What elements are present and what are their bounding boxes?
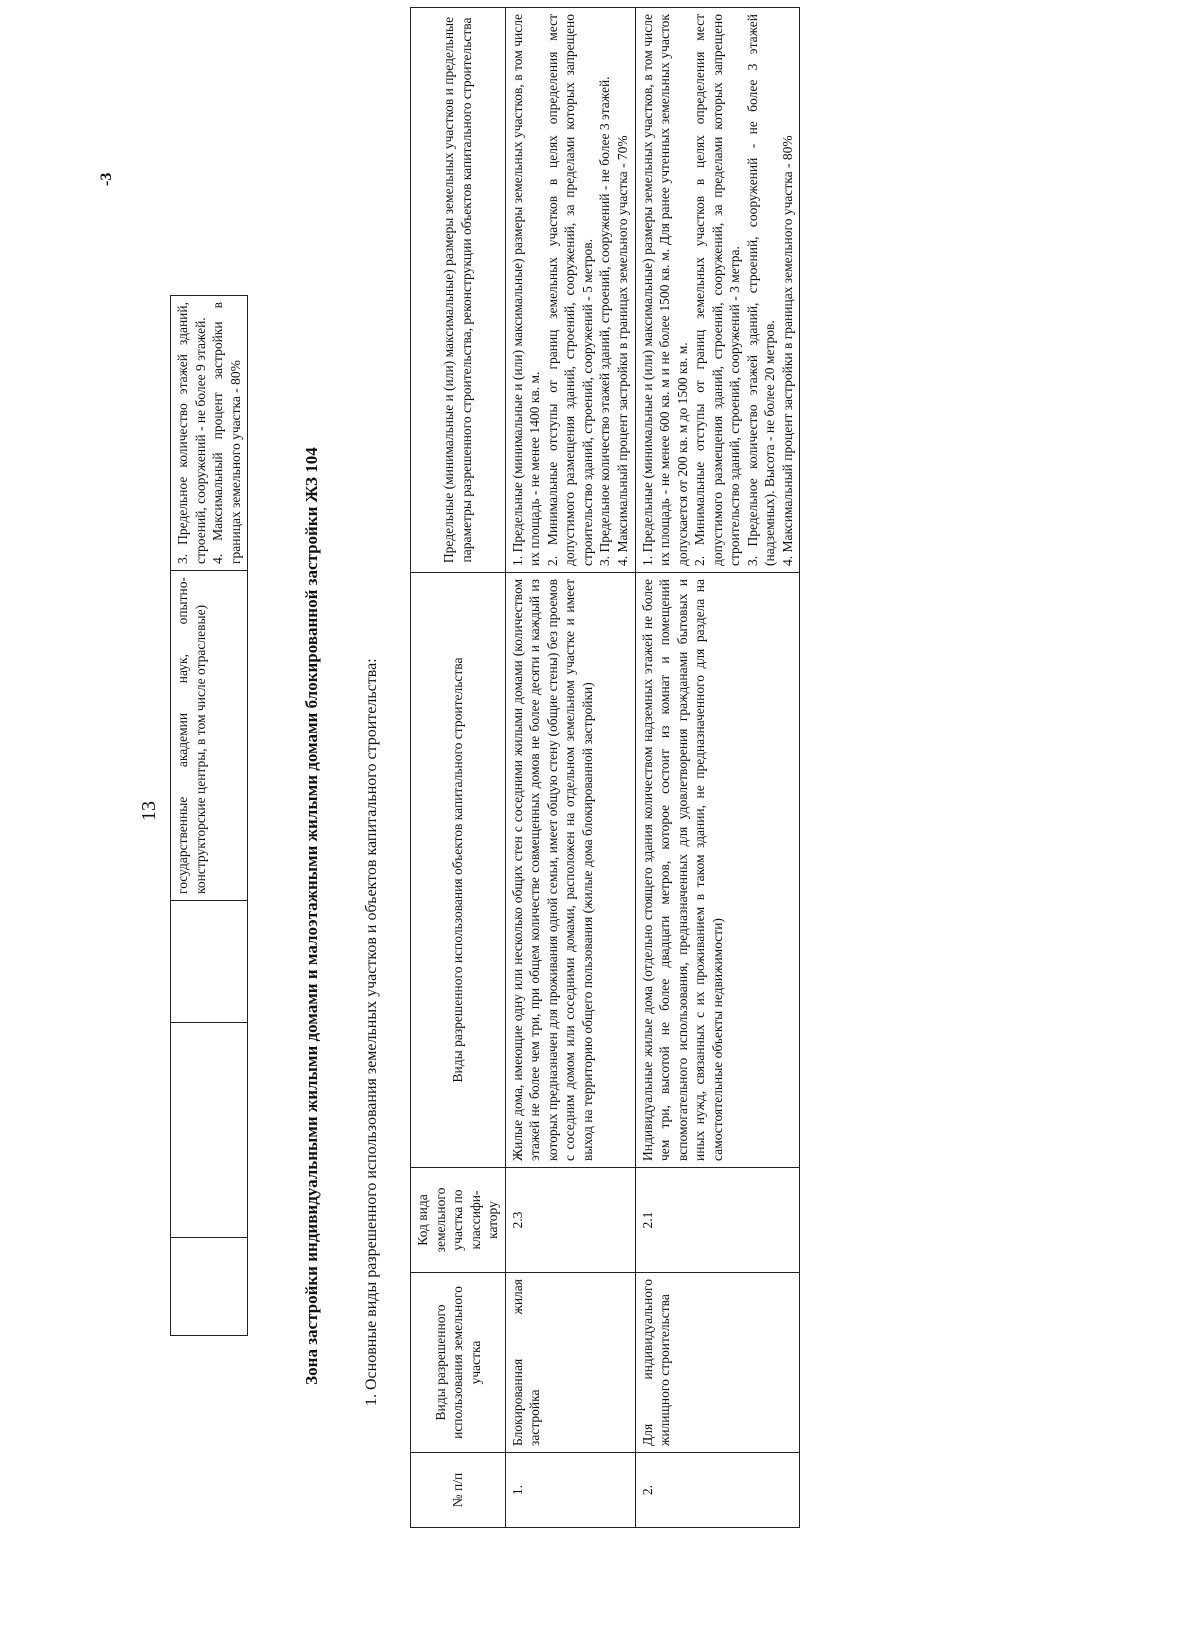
header-use-type: Виды разрешенного использования земельного участка xyxy=(411,1273,506,1453)
header-params: Предельные (минимальные и (или) максимальные) размеры земельных участков и предельные параметры разрешенного строительства, реконструкции объектов капитального строительства xyxy=(411,8,506,573)
page-number: 13 xyxy=(138,801,160,821)
continuation-use-cell: государственные академии наук, опытно-конструкторские центры, в том числе отраслевые) xyxy=(171,571,248,901)
continuation-cell-empty xyxy=(171,1238,248,1336)
land-use-table xyxy=(410,7,800,1528)
table-row xyxy=(505,8,635,1528)
row-objects: Жилые дома, имеющие одну или несколько общих стен с соседними жилыми домами (количеством этажей не более чем три, при общем количестве совмещенных домов не более десяти и каждый из которых предназначен для проживания одной семьи, имеет общую стену (общие стены) без проемов с соседним домом или соседними домами, расположен на отдельном земельном участке и имеет выход на территорию общего пользования (жилые дома блокированной застройки) xyxy=(505,573,635,1168)
param-line: 4. Максимальный процент застройки в границах земельного участка - 80% xyxy=(210,302,243,564)
param-line: 1. Предельные (минимальные и (или) максимальные) размеры земельных участков, в том числе их площадь - не менее 600 кв. м и не более 1500 кв. м. Для ранее учтенных земельных участок допускается от 200 кв. м до 1500 кв. м. xyxy=(639,14,690,566)
continuation-row xyxy=(171,296,248,1336)
row-use-type: Для индивидуального жилищного строительства xyxy=(635,1273,800,1453)
header-num: № п/п xyxy=(411,1453,506,1528)
continuation-table xyxy=(170,295,248,1336)
row-num: 2. xyxy=(635,1453,800,1528)
param-line: 3. Предельное количество этажей зданий, строений, сооружений - не более 9 этажей. xyxy=(175,302,208,564)
row-params xyxy=(505,8,635,573)
row-num: 1. xyxy=(505,1453,635,1528)
param-line: 4. Максимальный процент застройки в границах земельного участка - 70% xyxy=(615,135,631,566)
param-line: 3. Предельное количество этажей зданий, строений, сооружений - не более 3 этажей (надземных). Высота - не более 20 метров. xyxy=(744,14,778,566)
header-objects: Виды разрешенного использования объектов капитального строительства xyxy=(411,573,506,1168)
param-line: 4. Максимальный процент застройки в границах земельного участка - 80% xyxy=(779,135,795,566)
continuation-cell-empty xyxy=(171,1023,248,1238)
table-row xyxy=(635,8,800,1528)
row-objects: Индивидуальные жилые дома (отдельно стоящего здания количеством надземных этажей не более чем три, высотой не более двадцати метров, которое состоит из комнат и помещений вспомогательного использования, предназначенных для удовлетворения гражданами бытовых и иных нужд, связанных с их проживанием в таком здании, не предназначенного для раздела на самостоятельные объекты недвижимости) xyxy=(635,573,800,1168)
param-line: 2. Минимальные отступы от границ земельных участков в целях определения мест допустимого размещения зданий, строений, сооружений, за пределами которых запрещено строительство зданий, строений, сооружений - 5 метров. xyxy=(544,14,595,566)
scan-mark: -3 xyxy=(98,172,115,186)
table-header-row xyxy=(411,8,506,1528)
continuation-params-cell xyxy=(171,296,248,571)
section-title: 1. Основные виды разрешенного использования земельных участков и объектов капитального строительства: xyxy=(363,658,380,1406)
zone-title: Зона застройки индивидуальными жилыми домами и малоэтажными жилыми домами блокированной застройки ЖЗ 104 xyxy=(302,447,321,1385)
row-use-type: Блокированная жилая застройка xyxy=(505,1273,635,1453)
continuation-cell-empty xyxy=(171,901,248,1023)
row-code: 2.1 xyxy=(635,1168,800,1273)
header-code: Код вида земельного участка по классифи-катору xyxy=(411,1168,506,1273)
row-params xyxy=(635,8,800,573)
param-line: 2. Минимальные отступы от границ земельных участков в целях определения мест допустимого размещения зданий, строений, сооружений, за пределами которых запрещено строительство зданий, строений, сооружений - 3 метра. xyxy=(692,14,743,566)
param-line: 3. Предельное количество этажей зданий, строений, сооружений - не более 3 этажей. xyxy=(597,76,613,566)
row-code: 2.3 xyxy=(505,1168,635,1273)
param-line: 1. Предельные (минимальные и (или) максимальные) размеры земельных участков, в том числе их площадь - не менее 1400 кв. м. xyxy=(509,14,543,566)
